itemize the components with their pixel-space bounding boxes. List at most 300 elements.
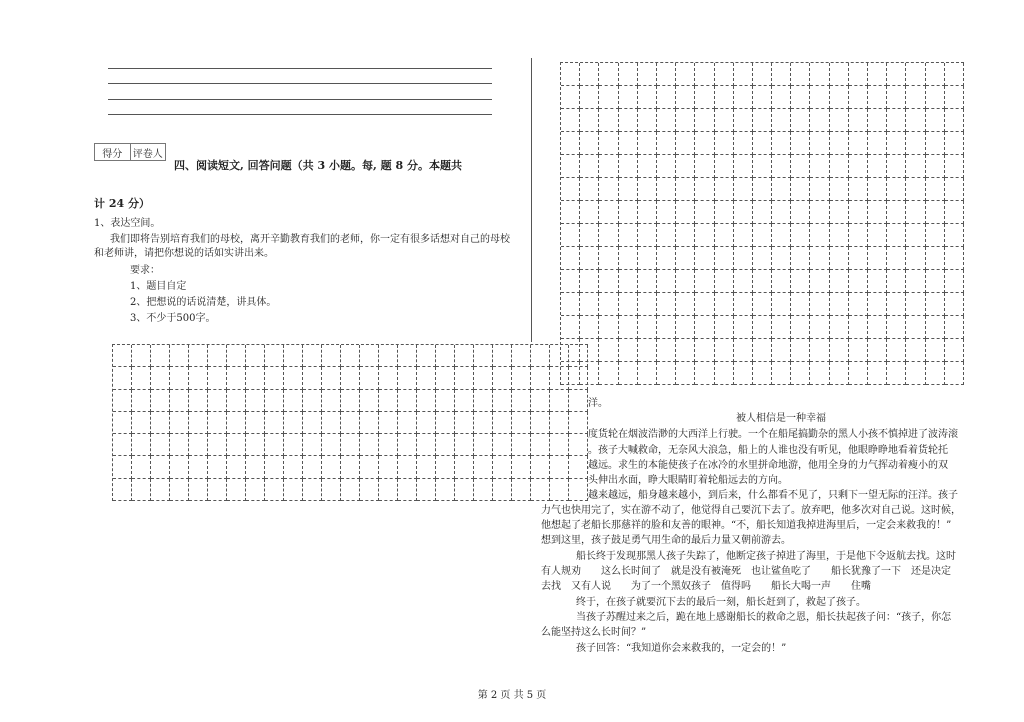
grid-cell bbox=[868, 178, 887, 201]
grid-cell bbox=[868, 86, 887, 109]
grid-cell bbox=[531, 367, 550, 389]
grid-cell bbox=[246, 479, 265, 501]
grid-cell bbox=[531, 434, 550, 456]
grid-cell bbox=[474, 367, 493, 389]
grid-cell bbox=[580, 132, 599, 155]
grid-cell bbox=[753, 155, 772, 178]
grid-cell bbox=[569, 412, 588, 434]
grid-cell bbox=[868, 63, 887, 86]
grid-cell bbox=[132, 390, 151, 412]
grid-cell bbox=[868, 155, 887, 178]
grid-cell bbox=[753, 339, 772, 362]
grid-cell bbox=[753, 178, 772, 201]
grid-cell bbox=[379, 367, 398, 389]
grid-cell bbox=[695, 63, 714, 86]
grid-cell bbox=[265, 434, 284, 456]
grid-cell bbox=[849, 63, 868, 86]
answer-line bbox=[108, 68, 492, 69]
grid-cell bbox=[676, 155, 695, 178]
grid-cell bbox=[455, 390, 474, 412]
grid-cell bbox=[791, 270, 810, 293]
grid-cell bbox=[926, 132, 945, 155]
grid-cell bbox=[599, 362, 618, 385]
grid-cell bbox=[170, 390, 189, 412]
grid-cell bbox=[830, 109, 849, 132]
grid-cell bbox=[906, 178, 925, 201]
grid-cell bbox=[561, 293, 580, 316]
grid-cell bbox=[887, 155, 906, 178]
grid-cell bbox=[455, 412, 474, 434]
grid-cell bbox=[436, 367, 455, 389]
grid-cell bbox=[493, 412, 512, 434]
grid-cell bbox=[170, 345, 189, 367]
grid-cell bbox=[676, 201, 695, 224]
passage-line: 度货轮在烟波浩渺的大西洋上行驶。一个在船尾搞勤杂的黑人小孩不慎掉进了波涛滚 bbox=[588, 429, 958, 440]
grid-cell bbox=[113, 479, 132, 501]
grid-cell bbox=[868, 339, 887, 362]
grid-cell bbox=[531, 456, 550, 478]
grid-cell bbox=[189, 479, 208, 501]
grid-cell bbox=[322, 479, 341, 501]
grid-cell bbox=[695, 270, 714, 293]
grid-cell bbox=[303, 456, 322, 478]
grid-cell bbox=[868, 201, 887, 224]
grid-cell bbox=[945, 293, 964, 316]
grid-cell bbox=[561, 86, 580, 109]
grid-cell bbox=[638, 201, 657, 224]
grid-cell bbox=[493, 345, 512, 367]
grid-cell bbox=[772, 224, 791, 247]
grid-cell bbox=[926, 224, 945, 247]
grid-cell bbox=[772, 155, 791, 178]
grid-cell bbox=[676, 270, 695, 293]
grid-cell bbox=[676, 247, 695, 270]
grid-cell bbox=[619, 362, 638, 385]
grid-cell bbox=[734, 293, 753, 316]
question-body: 我们即将告别培育我们的母校，离开辛勤教育我们的老师，你一定有很多话想对自己的母校 bbox=[110, 234, 510, 245]
grid-cell bbox=[398, 434, 417, 456]
column-divider bbox=[531, 58, 532, 342]
grid-cell bbox=[945, 224, 964, 247]
grid-cell bbox=[734, 270, 753, 293]
grid-cell bbox=[676, 109, 695, 132]
grid-cell bbox=[455, 479, 474, 501]
grid-cell bbox=[887, 362, 906, 385]
grid-cell bbox=[151, 479, 170, 501]
grid-cell bbox=[830, 178, 849, 201]
grid-cell bbox=[830, 224, 849, 247]
grid-cell bbox=[906, 362, 925, 385]
grid-cell bbox=[474, 456, 493, 478]
grid-cell bbox=[791, 132, 810, 155]
grid-cell bbox=[246, 345, 265, 367]
grid-cell bbox=[734, 178, 753, 201]
grid-cell bbox=[474, 390, 493, 412]
grid-cell bbox=[695, 247, 714, 270]
grid-cell bbox=[657, 201, 676, 224]
grid-cell bbox=[569, 390, 588, 412]
grid-cell bbox=[906, 132, 925, 155]
passage-line: 终于，在孩子就要沉下去的最后一刻，船长赶到了，救起了孩子。 bbox=[576, 597, 866, 608]
grid-cell bbox=[906, 86, 925, 109]
grid-cell bbox=[170, 412, 189, 434]
grid-cell bbox=[810, 109, 829, 132]
grid-cell bbox=[695, 362, 714, 385]
grid-cell bbox=[715, 339, 734, 362]
grid-cell bbox=[638, 339, 657, 362]
grid-cell bbox=[322, 390, 341, 412]
grid-cell bbox=[531, 390, 550, 412]
grid-cell bbox=[550, 434, 569, 456]
grid-cell bbox=[619, 132, 638, 155]
grid-cell bbox=[550, 345, 569, 367]
grid-cell bbox=[619, 63, 638, 86]
grid-cell bbox=[132, 367, 151, 389]
grid-cell bbox=[512, 390, 531, 412]
grid-cell bbox=[132, 412, 151, 434]
grid-cell bbox=[265, 345, 284, 367]
grid-cell bbox=[132, 434, 151, 456]
grid-cell bbox=[926, 293, 945, 316]
grid-cell bbox=[265, 390, 284, 412]
grid-cell bbox=[322, 456, 341, 478]
grid-cell bbox=[170, 456, 189, 478]
grid-cell bbox=[753, 86, 772, 109]
grid-cell bbox=[906, 247, 925, 270]
grid-cell bbox=[132, 456, 151, 478]
grid-cell bbox=[715, 224, 734, 247]
grid-cell bbox=[734, 247, 753, 270]
grid-cell bbox=[379, 390, 398, 412]
grid-cell bbox=[695, 86, 714, 109]
grid-cell bbox=[945, 316, 964, 339]
grid-cell bbox=[926, 316, 945, 339]
grid-cell bbox=[868, 247, 887, 270]
grid-cell bbox=[561, 63, 580, 86]
grid-cell bbox=[512, 345, 531, 367]
grid-cell bbox=[791, 109, 810, 132]
grid-cell bbox=[227, 456, 246, 478]
grid-cell bbox=[619, 316, 638, 339]
grid-cell bbox=[341, 479, 360, 501]
grid-cell bbox=[887, 132, 906, 155]
grid-cell bbox=[580, 86, 599, 109]
grid-cell bbox=[284, 434, 303, 456]
grid-cell bbox=[227, 367, 246, 389]
requirement-item: 3、不少于500字。 bbox=[130, 313, 216, 324]
grid-cell bbox=[657, 155, 676, 178]
passage-line: 想到这里，孩子鼓足勇气用生命的最后力量又朝前游去。 bbox=[541, 535, 791, 546]
grid-cell bbox=[887, 109, 906, 132]
grid-cell bbox=[360, 345, 379, 367]
grid-cell bbox=[887, 63, 906, 86]
grid-cell bbox=[113, 434, 132, 456]
grid-cell bbox=[436, 479, 455, 501]
grid-cell bbox=[341, 412, 360, 434]
grid-cell bbox=[599, 201, 618, 224]
grid-cell bbox=[638, 316, 657, 339]
grid-cell bbox=[512, 456, 531, 478]
grid-cell bbox=[715, 109, 734, 132]
grid-cell bbox=[753, 362, 772, 385]
grid-cell bbox=[619, 201, 638, 224]
grid-cell bbox=[830, 339, 849, 362]
grid-cell bbox=[926, 270, 945, 293]
essay-grid bbox=[112, 344, 588, 501]
grid-cell bbox=[379, 412, 398, 434]
grid-cell bbox=[791, 316, 810, 339]
grid-cell bbox=[417, 479, 436, 501]
answer-line bbox=[108, 99, 492, 100]
grid-cell bbox=[734, 224, 753, 247]
grid-cell bbox=[753, 293, 772, 316]
grid-cell bbox=[695, 201, 714, 224]
grid-cell bbox=[695, 132, 714, 155]
grid-cell bbox=[849, 224, 868, 247]
grid-cell bbox=[810, 270, 829, 293]
grid-cell bbox=[734, 86, 753, 109]
grid-cell bbox=[906, 63, 925, 86]
grid-cell bbox=[753, 132, 772, 155]
grid-cell bbox=[676, 339, 695, 362]
grid-cell bbox=[436, 456, 455, 478]
grid-cell bbox=[638, 270, 657, 293]
grid-cell bbox=[132, 345, 151, 367]
grid-cell bbox=[906, 224, 925, 247]
requirement-label: 要求： bbox=[130, 265, 160, 276]
grid-cell bbox=[772, 316, 791, 339]
grid-cell bbox=[657, 224, 676, 247]
grid-cell bbox=[303, 434, 322, 456]
grid-cell bbox=[830, 293, 849, 316]
grid-cell bbox=[715, 132, 734, 155]
grid-cell bbox=[619, 178, 638, 201]
grid-cell bbox=[849, 132, 868, 155]
grid-cell bbox=[341, 390, 360, 412]
essay-grid bbox=[560, 62, 964, 385]
grid-cell bbox=[599, 132, 618, 155]
grid-cell bbox=[753, 201, 772, 224]
grid-cell bbox=[493, 390, 512, 412]
grid-cell bbox=[619, 109, 638, 132]
grid-cell bbox=[772, 109, 791, 132]
grid-cell bbox=[561, 247, 580, 270]
grid-cell bbox=[772, 86, 791, 109]
grid-cell bbox=[531, 412, 550, 434]
grid-cell bbox=[265, 479, 284, 501]
grid-cell bbox=[657, 63, 676, 86]
grid-cell bbox=[849, 86, 868, 109]
grid-cell bbox=[619, 293, 638, 316]
grid-cell bbox=[887, 339, 906, 362]
grid-cell bbox=[772, 339, 791, 362]
grid-cell bbox=[599, 109, 618, 132]
grid-cell bbox=[208, 479, 227, 501]
grid-cell bbox=[810, 63, 829, 86]
grid-cell bbox=[830, 155, 849, 178]
grid-cell bbox=[887, 224, 906, 247]
grid-cell bbox=[322, 345, 341, 367]
answer-line bbox=[108, 83, 492, 84]
grid-cell bbox=[303, 390, 322, 412]
grid-cell bbox=[715, 247, 734, 270]
grid-cell bbox=[715, 362, 734, 385]
grid-cell bbox=[580, 201, 599, 224]
passage-fragment: 洋。 bbox=[588, 398, 608, 409]
grid-cell bbox=[569, 456, 588, 478]
grid-cell bbox=[360, 390, 379, 412]
grid-cell bbox=[753, 224, 772, 247]
grid-cell bbox=[926, 178, 945, 201]
grid-cell bbox=[580, 63, 599, 86]
grid-cell bbox=[599, 247, 618, 270]
grid-cell bbox=[638, 178, 657, 201]
grid-cell bbox=[208, 412, 227, 434]
grid-cell bbox=[638, 155, 657, 178]
grid-cell bbox=[246, 412, 265, 434]
grid-cell bbox=[849, 362, 868, 385]
grid-cell bbox=[810, 339, 829, 362]
grid-cell bbox=[753, 109, 772, 132]
grid-cell bbox=[926, 63, 945, 86]
grid-cell bbox=[791, 339, 810, 362]
grid-cell bbox=[657, 247, 676, 270]
grid-cell bbox=[599, 86, 618, 109]
grid-cell bbox=[580, 224, 599, 247]
grid-cell bbox=[695, 224, 714, 247]
grid-cell bbox=[772, 270, 791, 293]
grid-cell bbox=[830, 63, 849, 86]
grid-cell bbox=[695, 339, 714, 362]
grid-cell bbox=[772, 362, 791, 385]
grid-cell bbox=[170, 434, 189, 456]
grid-cell bbox=[695, 178, 714, 201]
grid-cell bbox=[734, 316, 753, 339]
grid-cell bbox=[398, 412, 417, 434]
grid-cell bbox=[379, 456, 398, 478]
grid-cell bbox=[303, 479, 322, 501]
grid-cell bbox=[945, 109, 964, 132]
grid-cell bbox=[303, 345, 322, 367]
grid-cell bbox=[810, 316, 829, 339]
grid-cell bbox=[849, 247, 868, 270]
grid-cell bbox=[715, 201, 734, 224]
grid-cell bbox=[772, 178, 791, 201]
grid-cell bbox=[284, 456, 303, 478]
passage-line: 船长终于发现那黑人孩子失踪了，他断定孩子掉进了海里，于是他下令返航去找。这时 bbox=[576, 551, 956, 562]
grid-cell bbox=[676, 86, 695, 109]
grid-cell bbox=[772, 63, 791, 86]
passage-line: 越来越远，船身越来越小，到后来，什么都看不见了，只剩下一望无际的汪洋。孩子 bbox=[588, 490, 958, 501]
grid-cell bbox=[398, 390, 417, 412]
grid-cell bbox=[657, 86, 676, 109]
grid-cell bbox=[189, 345, 208, 367]
grid-cell bbox=[455, 345, 474, 367]
passage-line: 。孩子大喊救命，无奈风大浪急，船上的人谁也没有听见，他眼睁睁地看着货轮托 bbox=[588, 445, 948, 456]
grid-cell bbox=[561, 201, 580, 224]
grid-cell bbox=[599, 178, 618, 201]
grid-cell bbox=[474, 479, 493, 501]
grid-cell bbox=[189, 434, 208, 456]
grid-cell bbox=[791, 247, 810, 270]
page-footer: 第 2 页 共 5 页 bbox=[477, 690, 547, 701]
grid-cell bbox=[531, 479, 550, 501]
grid-cell bbox=[379, 345, 398, 367]
passage-line: 孩子回答：“我知道你会来救我的，一定会的！” bbox=[576, 643, 787, 654]
grid-cell bbox=[830, 132, 849, 155]
grid-cell bbox=[322, 412, 341, 434]
grid-cell bbox=[849, 270, 868, 293]
grid-cell bbox=[772, 293, 791, 316]
grid-cell bbox=[715, 270, 734, 293]
grid-cell bbox=[638, 63, 657, 86]
grid-cell bbox=[599, 63, 618, 86]
grid-cell bbox=[887, 178, 906, 201]
grid-cell bbox=[791, 63, 810, 86]
grid-cell bbox=[868, 224, 887, 247]
grid-cell bbox=[772, 247, 791, 270]
grader-cell: 评卷人 bbox=[130, 144, 166, 160]
grid-cell bbox=[284, 412, 303, 434]
passage-line: 去找 又有人说 为了一个黑奴孩子 值得吗 船长大喝一声 住嘴 bbox=[541, 581, 871, 592]
grid-cell bbox=[417, 390, 436, 412]
grid-cell bbox=[887, 270, 906, 293]
grid-cell bbox=[945, 86, 964, 109]
grid-cell bbox=[580, 155, 599, 178]
grid-cell bbox=[417, 434, 436, 456]
grid-cell bbox=[436, 345, 455, 367]
grid-cell bbox=[561, 224, 580, 247]
grid-cell bbox=[599, 270, 618, 293]
grid-cell bbox=[868, 132, 887, 155]
grid-cell bbox=[455, 367, 474, 389]
grid-cell bbox=[265, 456, 284, 478]
grid-cell bbox=[945, 339, 964, 362]
grid-cell bbox=[695, 109, 714, 132]
grid-cell bbox=[810, 247, 829, 270]
grid-cell bbox=[657, 293, 676, 316]
grid-cell bbox=[619, 86, 638, 109]
passage-line: 他想起了老船长那慈祥的脸和友善的眼神。“不，船长知道我掉进海里后，一定会来救我的！” bbox=[541, 520, 952, 531]
grid-cell bbox=[493, 367, 512, 389]
grid-cell bbox=[619, 224, 638, 247]
grid-cell bbox=[227, 479, 246, 501]
grid-cell bbox=[676, 224, 695, 247]
grid-cell bbox=[151, 367, 170, 389]
grid-cell bbox=[512, 434, 531, 456]
grid-cell bbox=[830, 362, 849, 385]
grid-cell bbox=[676, 178, 695, 201]
grid-cell bbox=[493, 434, 512, 456]
grid-cell bbox=[887, 201, 906, 224]
grid-cell bbox=[550, 412, 569, 434]
grid-cell bbox=[638, 132, 657, 155]
grid-cell bbox=[945, 178, 964, 201]
grid-cell bbox=[455, 434, 474, 456]
grid-cell bbox=[303, 367, 322, 389]
grid-cell bbox=[474, 412, 493, 434]
grid-cell bbox=[436, 412, 455, 434]
passage-line: 越远。求生的本能使孩子在冰冷的水里拼命地游，他用全身的力气挥动着瘦小的双 bbox=[588, 460, 948, 471]
grid-cell bbox=[619, 247, 638, 270]
score-cell: 得分 bbox=[102, 148, 123, 160]
grid-cell bbox=[906, 155, 925, 178]
grid-cell bbox=[512, 412, 531, 434]
grid-cell bbox=[734, 63, 753, 86]
grid-cell bbox=[619, 339, 638, 362]
grid-cell bbox=[868, 293, 887, 316]
grid-cell bbox=[791, 224, 810, 247]
